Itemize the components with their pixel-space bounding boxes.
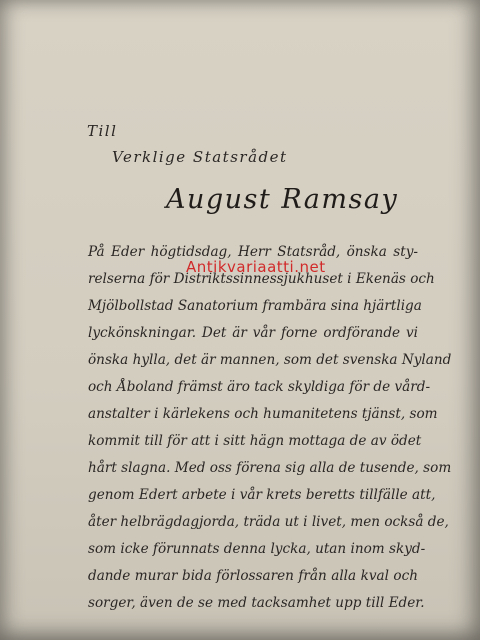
body-line: kommit till för att i sitt hägn mottaga de av ödet [88, 433, 422, 449]
body-line: genom Edert arbete i vår krets beretts tillfälle att, [88, 487, 436, 503]
watermark: Antikvariaatti.net [186, 258, 326, 276]
body-line: hårt slagna. Med oss förena sig alla de tusende, som [88, 460, 452, 476]
body-line: som icke förunnats denna lycka, utan inom skyd- [88, 541, 426, 557]
dedication-body [88, 239, 452, 617]
body-line: anstalter i kärlekens och humanitetens tjänst, som [88, 406, 438, 422]
body-line: relserna för Distriktssinnessjukhuset i Ekenäs och [88, 271, 435, 287]
body-line: sorger, även de se med tacksamhet upp till Eder. [88, 595, 425, 611]
body-line: önska hylla, det är mannen, som det svenska Nyland [88, 352, 452, 368]
body-line: lyckönskningar. Det är vår forne ordförande vi [88, 325, 418, 341]
body-line: och Åboland främst äro tack skyldiga för de vård- [88, 379, 431, 395]
body-line: dande murar bida förlossaren från alla kval och [88, 568, 418, 584]
body-line: Mjölbollstad Sanatorium frambära sina hjärtliga [88, 298, 422, 314]
salutation: Till [87, 122, 118, 140]
recipient-title: Verklige Statsrådet [112, 148, 288, 166]
body-line: På Eder högtidsdag, Herr Statsråd, önska sty- [88, 244, 418, 260]
recipient-name: August Ramsay [166, 184, 399, 215]
body-line: åter helbrägdagjorda, träda ut i livet, men också de, [88, 514, 449, 530]
